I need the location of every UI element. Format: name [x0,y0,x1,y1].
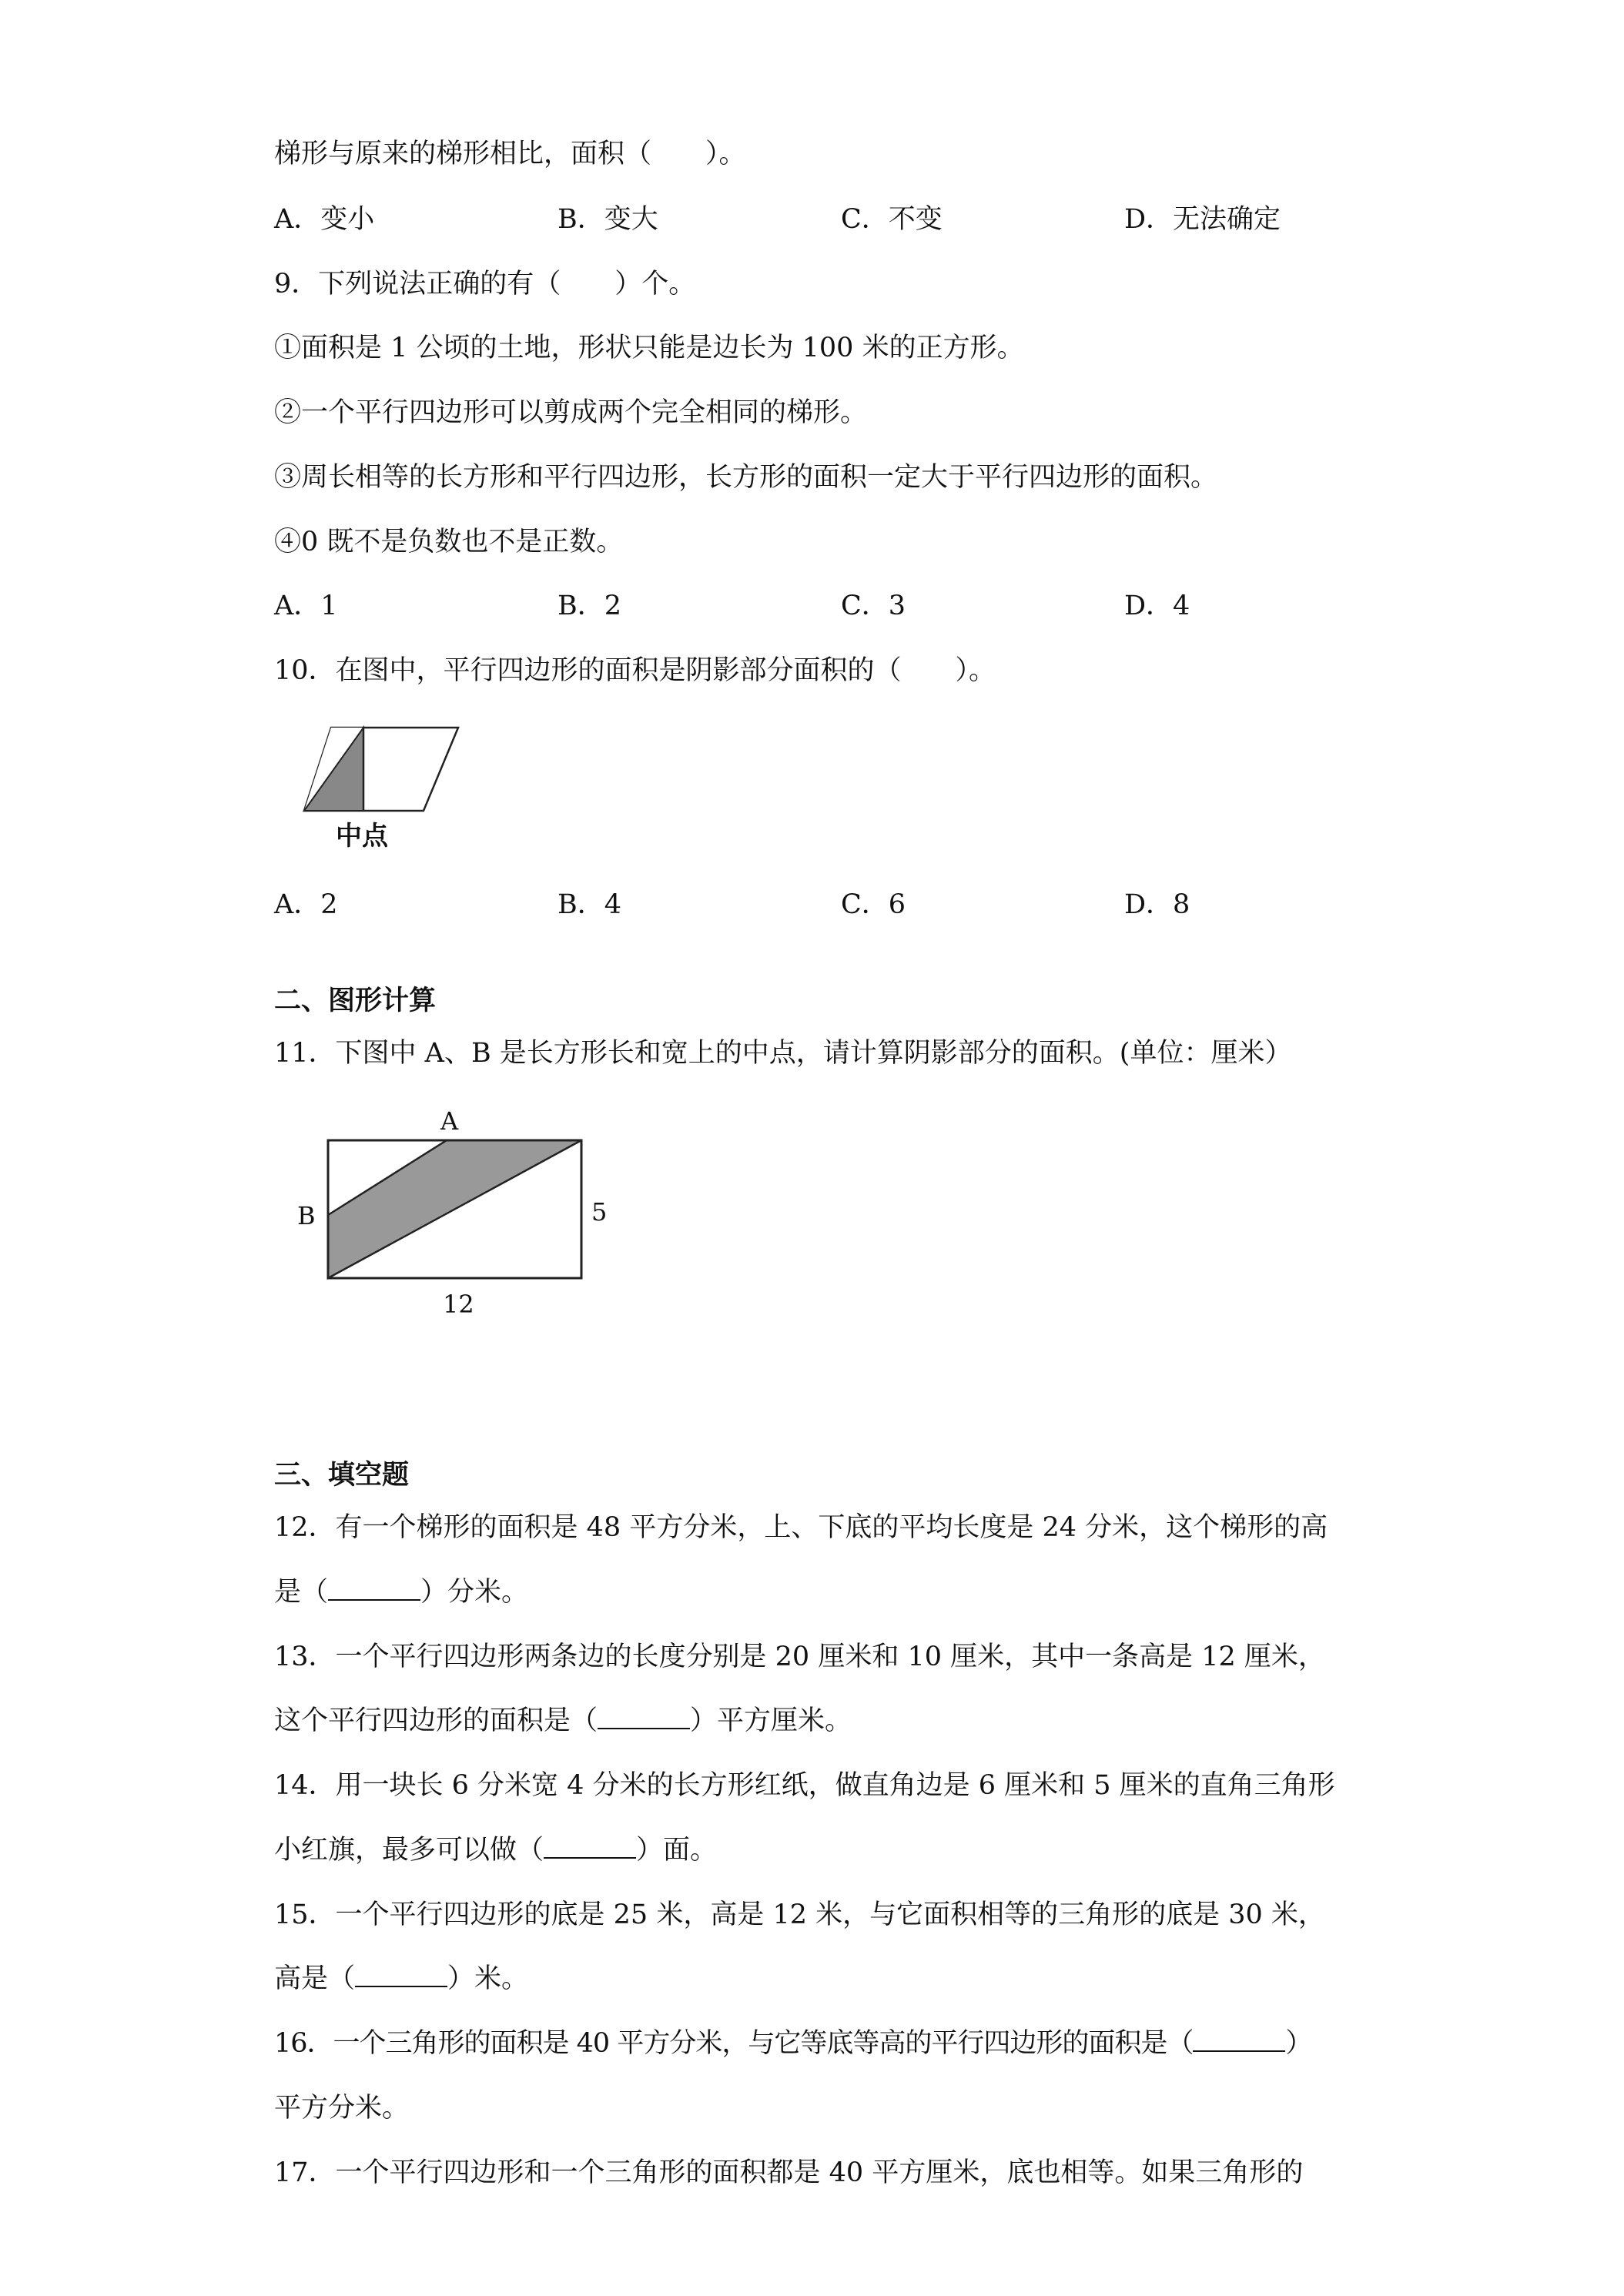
section-title-graphic-calc: 二、图形计算 [274,986,437,1016]
q16-answer-blank[interactable] [1193,2027,1285,2052]
q10-options [274,888,1414,922]
q8-option-a[interactable]: A．变小 [274,204,375,235]
q8-option-c[interactable]: C．不变 [841,204,943,235]
q15-line2-post: ）米。 [447,1963,529,1994]
q14-line1: 14．用一块长 6 分米宽 4 分米的长方形红纸，做直角边是 6 厘米和 5 厘米的直角三角形 [274,1770,1335,1801]
q10-parallelogram-figure [293,720,477,858]
q9-statement-1: ①面积是 1 公顷的土地，形状只能是边长为 100 米的正方形。 [274,333,1024,363]
q14-line2 [274,1833,717,1867]
q15-line2-pre: 高是（ [274,1963,356,1994]
q9-statement-4: ④0 既不是负数也不是正数。 [274,527,624,557]
q8-option-d[interactable]: D．无法确定 [1124,204,1281,235]
q10-option-a[interactable]: A．2 [274,889,338,920]
q17-line1: 17．一个平行四边形和一个三角形的面积都是 40 平方厘米，底也相等。如果三角形的 [274,2157,1304,2188]
q10-option-d[interactable]: D．8 [1124,889,1190,920]
q16-line1-post: ） [1285,2028,1312,2059]
q10-stem: 10．在图中，平行四边形的面积是阴影部分面积的（ ）。 [274,655,996,686]
q10-option-b[interactable]: B．4 [558,889,621,920]
q14-answer-blank[interactable] [544,1834,636,1859]
q14-line2-pre: 小红旗，最多可以做（ [274,1835,544,1866]
q13-line1: 13．一个平行四边形两条边的长度分别是 20 厘米和 10 厘米，其中一条高是 12 厘米， [274,1642,1325,1672]
q16-line2: 平方分米。 [274,2093,410,2124]
q8-tail: 梯形与原来的梯形相比，面积（ ）。 [274,139,746,169]
q12-line2-pre: 是（ [274,1577,329,1608]
q15-answer-blank[interactable] [355,1963,447,1987]
q9-stem: 9．下列说法正确的有（ ）个。 [274,269,696,300]
q12-line2-post: ）分米。 [420,1577,529,1608]
q13-line2-post: ）平方厘米。 [690,1705,852,1736]
q16-line1 [274,2027,1311,2060]
section-title-fill-blank: 三、填空题 [274,1460,410,1491]
q9-option-d[interactable]: D．4 [1124,591,1190,621]
q9-option-b[interactable]: B．2 [558,591,621,621]
q11-stem: 11．下图中 A、B 是长方形长和宽上的中点，请计算阴影部分的面积。(单位：厘米） [274,1038,1292,1069]
q11-shaded-region [328,1140,581,1278]
q16-line1-pre: 16．一个三角形的面积是 40 平方分米，与它等底等高的平行四边形的面积是（ [274,2028,1194,2059]
q12-line1: 12．有一个梯形的面积是 48 平方分米，上、下底的平均长度是 24 分米，这个梯形的高 [274,1512,1328,1543]
q10-option-c[interactable]: C．6 [841,889,906,920]
q12-answer-blank[interactable] [328,1576,420,1601]
q14-line2-post: ）面。 [636,1835,718,1866]
q13-line2-pre: 这个平行四边形的面积是（ [274,1705,598,1736]
q12-line2 [274,1575,528,1609]
q10-midpoint-label: 中点 [336,821,388,852]
q11-label-length: 12 [443,1290,474,1319]
q13-line2 [274,1704,852,1738]
q9-statement-2: ②一个平行四边形可以剪成两个完全相同的梯形。 [274,397,868,428]
q9-option-c[interactable]: C．3 [841,591,906,621]
q13-answer-blank[interactable] [598,1705,690,1729]
q11-label-height: 5 [591,1197,608,1227]
q9-options [274,589,1414,623]
q8-options [274,202,1414,236]
q15-line1: 15．一个平行四边形的底是 25 米，高是 12 米，与它面积相等的三角形的底是 30 米， [274,1899,1325,1930]
q11-label-b: B [297,1201,316,1230]
q15-line2 [274,1962,528,1996]
q8-option-b[interactable]: B．变大 [558,204,658,235]
q9-option-a[interactable]: A．1 [274,591,338,621]
q9-statement-3: ③周长相等的长方形和平行四边形，长方形的面积一定大于平行四边形的面积。 [274,462,1218,493]
q11-label-a: A [440,1106,459,1136]
q11-rectangle-figure [285,1097,624,1320]
